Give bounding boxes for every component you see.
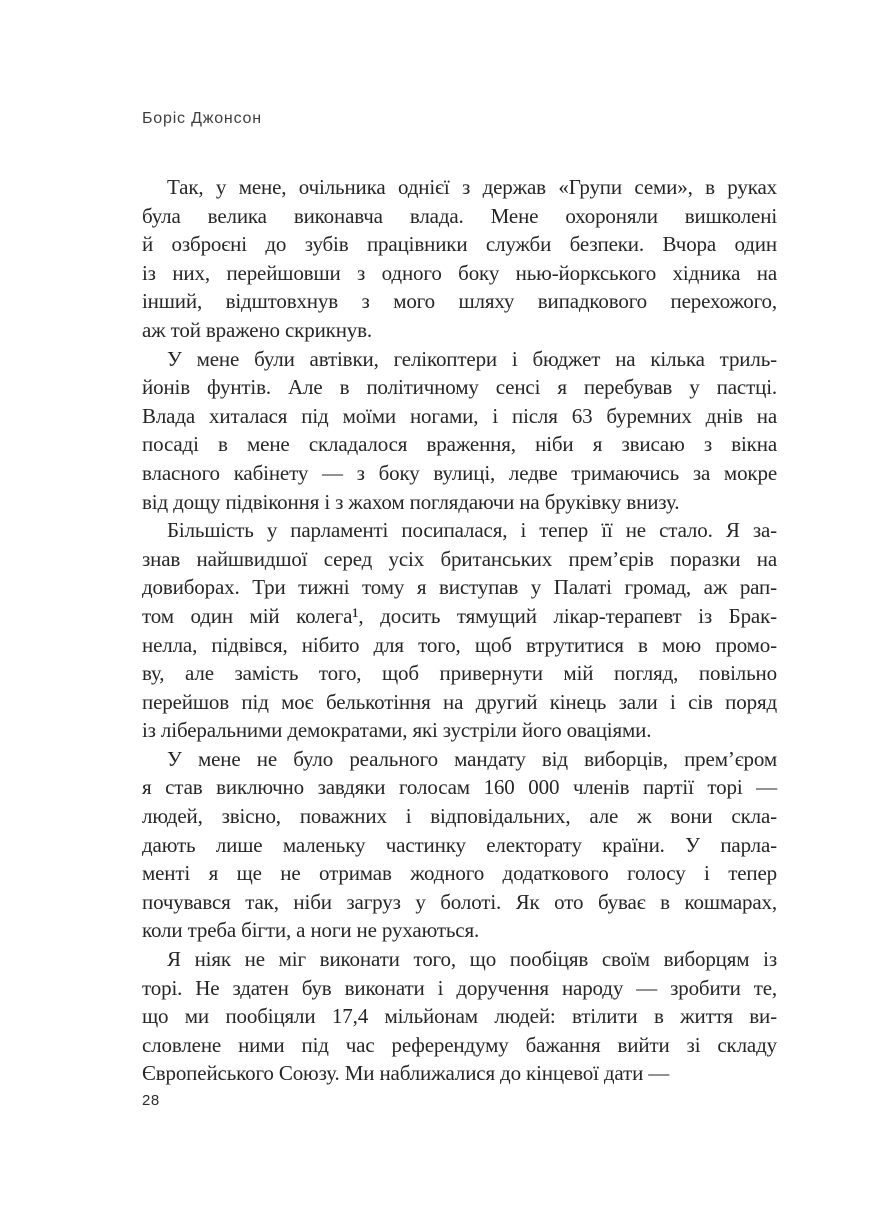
paragraph	[142, 173, 777, 345]
paragraph	[142, 516, 777, 745]
text-line: Влада хиталася під моїми ногами, і після 63 буремних днів на	[142, 403, 777, 428]
text-line: від дощу підвіконня і з жахом поглядаючи на бруківку внизу.	[142, 489, 680, 514]
text-line: довиборах. Три тижні тому я виступав у Палаті громад, аж рап-	[142, 575, 777, 600]
text-line: Так, у мене, очільника однієї з держав «Групи семи», в руках	[167, 175, 777, 199]
page-number: 28	[142, 1092, 160, 1109]
text-line: була велика виконавча влада. Мене охороняли вишколені	[142, 203, 777, 228]
text-line: Більшість у парламенті посипалася, і тепер її не стало. Я за-	[167, 518, 777, 543]
text-line: інший, відштовхнув з мого шляху випадкового перехожого,	[142, 289, 777, 314]
text-line: людей, звісно, поважних і відповідальних, але ж вони скла-	[142, 804, 777, 829]
text-line: словлене ними під час референдуму бажання вийти зі складу	[142, 1032, 777, 1057]
text-line: власного кабінету — з боку вулиці, ледве тримаючись за мокре	[142, 460, 777, 485]
text-line: йонів фунтів. Але в політичному сенсі я перебував у пастці.	[142, 375, 777, 400]
text-line: У мене не було реального мандату від виборців, прем’єром	[167, 746, 777, 771]
paragraph	[142, 745, 777, 945]
text-line: Я ніяк не міг виконати того, що пообіцяв своїм виборцям із	[167, 947, 777, 972]
text-line: перейшов під моє белькотіння на другий кінець зали і сів поряд	[142, 689, 777, 714]
text-line: й озброєні до зубів працівники служби безпеки. Вчора один	[142, 232, 777, 257]
paragraph	[142, 945, 777, 1088]
text-line: коли треба бігти, а ноги не рухаються.	[142, 918, 480, 943]
text-line: із них, перейшовши з одного боку нью-йоркського хідника на	[142, 260, 777, 285]
text-line: торі. Не здатен був виконати і доручення народу — зробити те,	[142, 975, 777, 1000]
paragraph	[142, 345, 777, 517]
text-line: менті я ще не отримав жодного додаткового голосу і тепер	[142, 861, 777, 886]
text-line: том один мій колега¹, досить тямущий лікар-терапевт із Брак-	[142, 603, 777, 628]
running-header: Боріс Джонсон	[142, 110, 262, 127]
text-line: аж той вражено скрикнув.	[142, 317, 373, 342]
text-line: почувався так, ніби загруз у болоті. Як ото буває в кошмарах,	[142, 889, 777, 914]
text-line: Європейського Союзу. Ми наближалися до кінцевої дати —	[142, 1061, 670, 1086]
text-line: У мене були автівки, гелікоптери і бюджет на кілька триль-	[167, 346, 777, 371]
text-line: із ліберальними демократами, які зустріли його оваціями.	[142, 718, 652, 743]
text-block	[142, 173, 777, 1088]
text-line: ву, але замість того, щоб привернути мій погляд, повільно	[142, 661, 777, 686]
text-line: дають лише маленьку частинку електорату країни. У парла-	[142, 832, 777, 857]
text-line: посаді в мене складалося враження, ніби я звисаю з вікна	[142, 432, 777, 457]
text-line: знав найшвидшої серед усіх британських прем’єрів поразки на	[142, 546, 777, 571]
text-line: нелла, підвівся, нібито для того, щоб втрутитися в мою промо-	[142, 632, 777, 657]
text-line: я став виключно завдяки голосам 160 000 членів партії торі —	[142, 775, 777, 800]
text-line: що ми пообіцяли 17,4 мільйонам людей: втілити в життя ви-	[142, 1004, 777, 1029]
